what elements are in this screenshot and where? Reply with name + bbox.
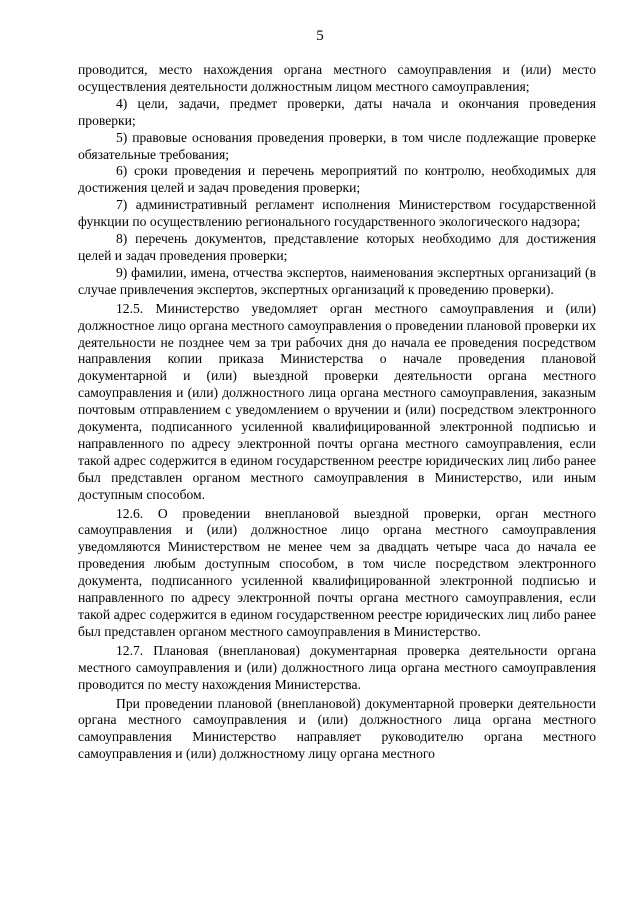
paragraph-location: проводится, место нахождения органа местного самоуправления и (или) место осуществления деятельности должностным лицом местного самоуправления;: [78, 62, 596, 94]
paragraph-12-7: 12.7. Плановая (внеплановая) документарная проверка деятельности органа местного самоуправления и (или) должностного лица органа местного самоуправления проводится по месту нахождения Министерства.: [78, 642, 596, 692]
paragraph-item-7: 7) административный регламент исполнения Министерством государственной функции по осуществлению регионального государственного экологического надзора;: [78, 197, 596, 230]
paragraph-item-4: 4) цели, задачи, предмет проверки, даты начала и окончания проведения проверки;: [78, 95, 596, 128]
paragraph-item-6: 6) сроки проведения и перечень мероприятий по контролю, необходимых для достижения целей и задач проведения проверки;: [78, 163, 596, 196]
paragraph-item-9: 9) фамилии, имена, отчества экспертов, наименования экспертных организаций (в случае привлечения экспертов, экспертных организаций к проведению проверки).: [78, 264, 596, 297]
paragraph-12-6: 12.6. О проведении внеплановой выездной проверки, орган местного самоуправления и (или) должностное лицо органа местного самоуправления уведомляются Министерством не менее чем за двадцать четыре часа до начала ее проведения любым доступным способом, в том числе посредством электронного документа, подписанного усиленной квалифицированной электронной подписью и направленного по адресу электронной почты органа местного самоуправления, если такой адрес содержится в едином государственном реестре юридических лиц либо ранее был представлен органом местного самоуправления в Министерство.: [78, 505, 596, 639]
page-number: 5: [316, 28, 324, 44]
paragraph-documentary-check: При проведении плановой (внеплановой) документарной проверки деятельности органа местного самоуправления и (или) должностного лица органа местного самоуправления Министерство направляет руководителю органа местного самоуправления и (или) должностному лицу органа местного: [78, 695, 596, 762]
paragraph-item-5: 5) правовые основания проведения проверки, в том числе подлежащие проверке обязательные требования;: [78, 129, 596, 162]
document-body: [78, 62, 596, 763]
paragraph-12-5: 12.5. Министерство уведомляет орган местного самоуправления и (или) должностное лицо органа местного самоуправления о проведении плановой проверки их деятельности не позднее чем за три рабочих дня до начала ее проведения посредством направления копии приказа Министерства о начале проведения плановой документарной и (или) выездной проверки деятельности органа местного самоуправления и (или) должностного лица органа местного самоуправления, заказным почтовым отправлением с уведомлением о вручении и (или) посредством электронного документа, подписанного усиленной квалифицированной электронной подписью и направленного по адресу электронной почты органа местного самоуправления, если такой адрес содержится в едином государственном реестре юридических лиц либо ранее был представлен органом местного самоуправления в Министерство, или иным доступным способом.: [78, 300, 596, 502]
paragraph-item-8: 8) перечень документов, представление которых необходимо для достижения целей и задач проведения проверки;: [78, 231, 596, 263]
